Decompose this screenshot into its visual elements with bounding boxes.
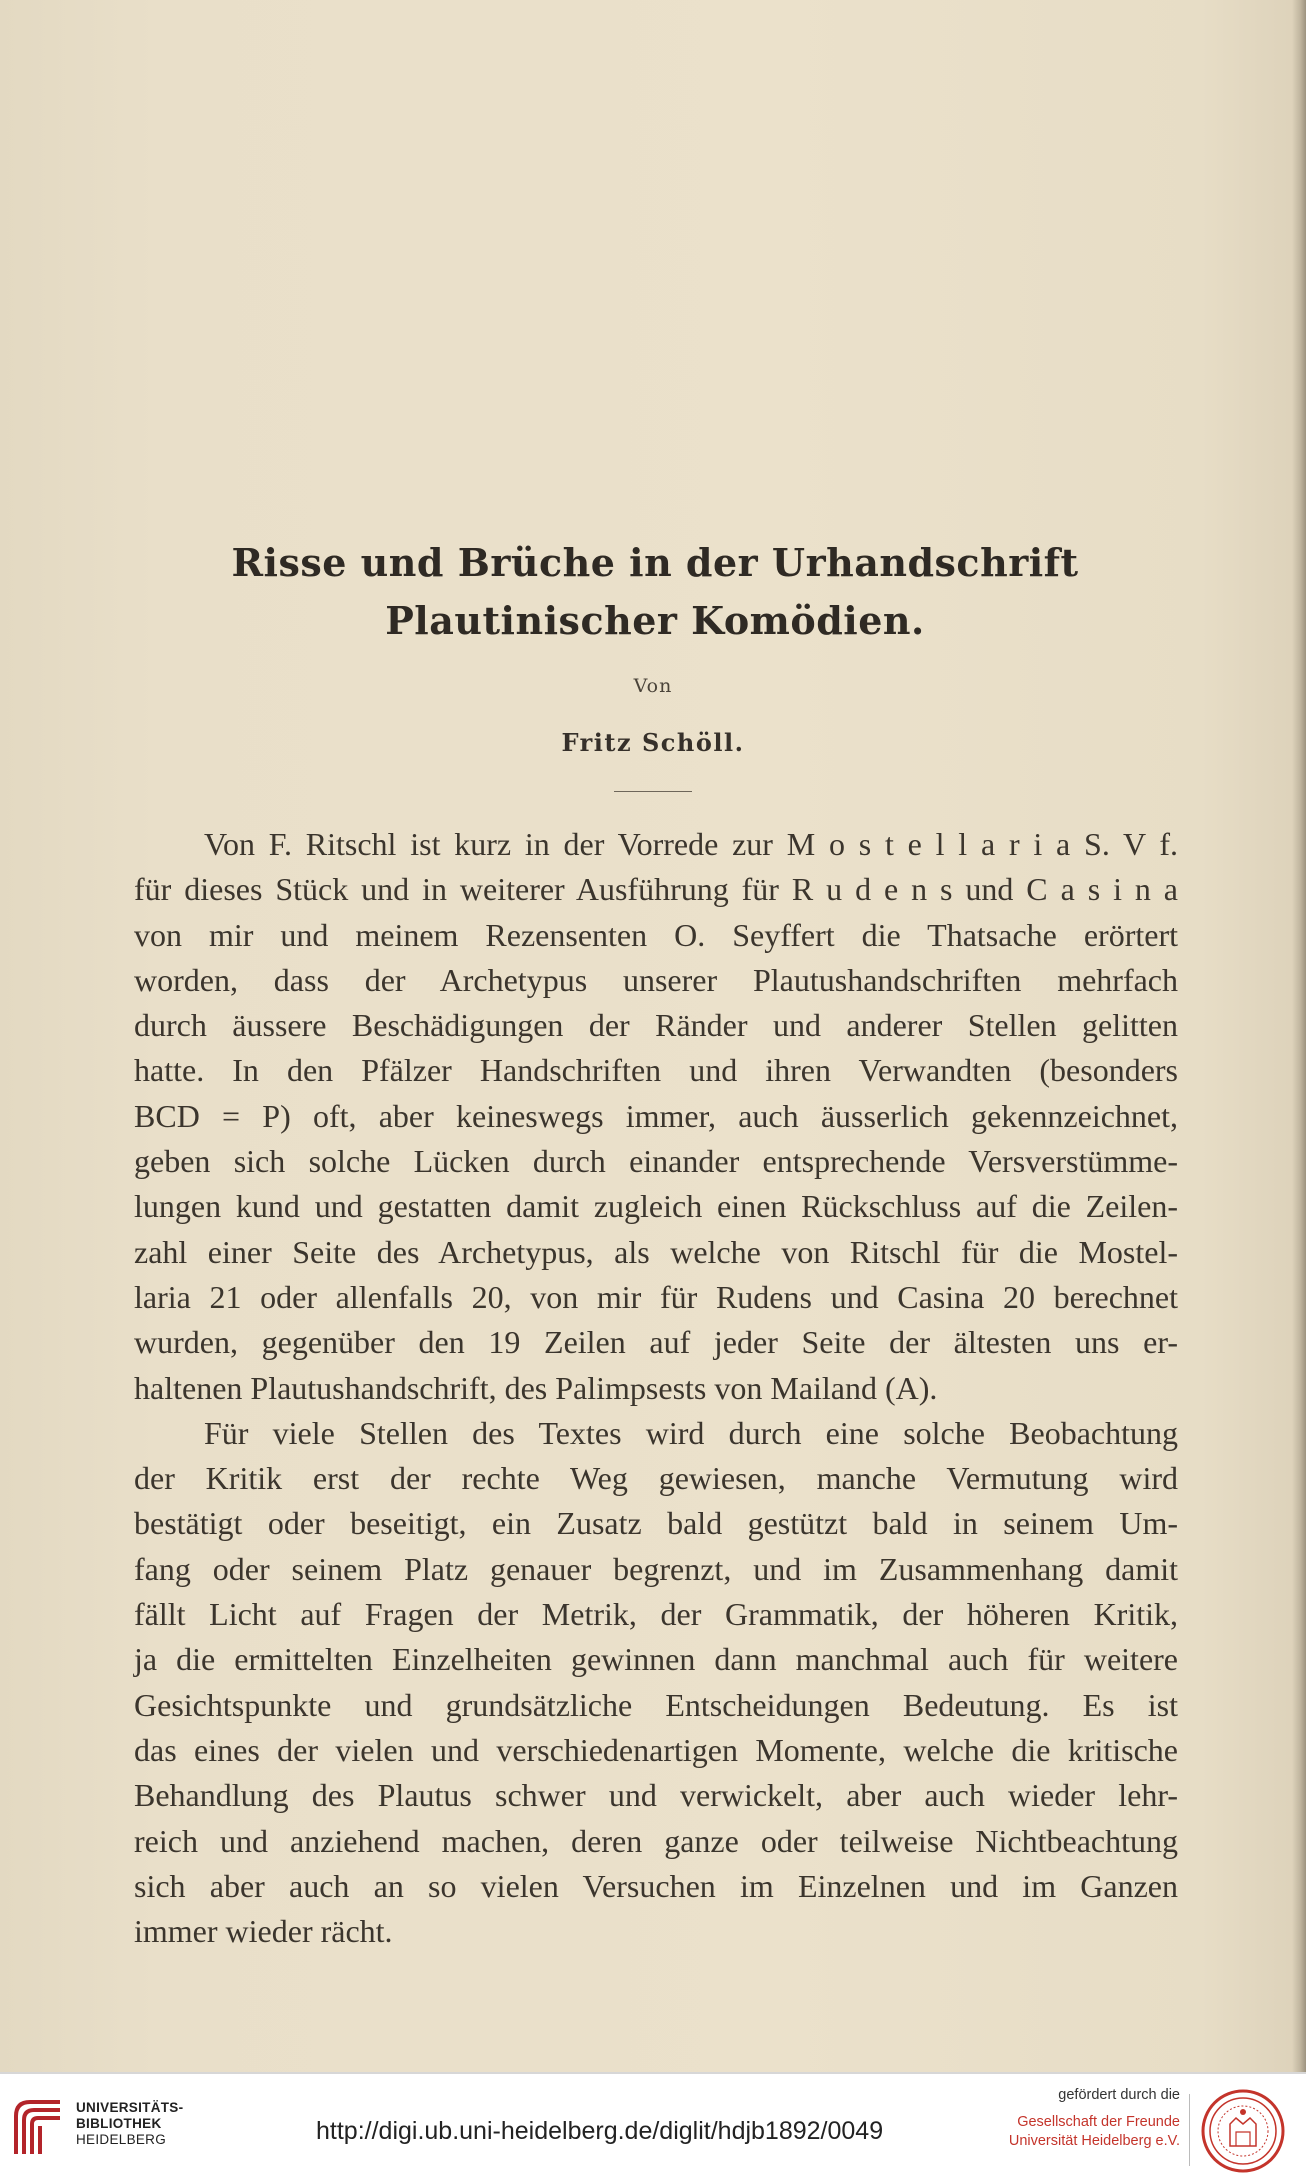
text-line: Gesichtspunkte und grundsätzliche Entscheidungen Bedeutung. Es ist [134,1686,1178,1723]
sponsor-org-line-2: Universität Heidelberg e.V. [1008,2133,1180,2149]
footer-divider [0,2072,1306,2074]
text-line: laria 21 oder allenfalls 20, von mir für Rudens und Casina 20 berechnet [134,1278,1178,1315]
library-name-line-1: UNIVERSITÄTS- [76,2100,184,2115]
page-edge-shadow [1292,0,1306,2072]
sponsor-org-line-1: Gesellschaft der Freunde [1017,2114,1180,2130]
title-divider [614,791,692,792]
text-line: zahl einer Seite des Archetypus, als welche von Ritschl für die Mostel- [134,1233,1178,1270]
university-seal-icon [1200,2088,1286,2174]
text-line: hatte. In den Pfälzer Handschriften und ihren Verwandten (besonders [134,1052,1178,1089]
byline-label: Von [633,675,673,697]
text-line: das eines der vielen und verschiedenartigen Momente, welche die kritische [134,1731,1178,1768]
text-line: BCD = P) oft, aber keineswegs immer, auch äusserlich gekennzeichnet, [134,1097,1178,1134]
text-line: wurden, gegenüber den 19 Zeilen auf jeder Seite der ältesten uns er- [134,1324,1178,1361]
text-line: Behandlung des Plautus schwer und verwickelt, aber auch wieder lehr- [134,1777,1178,1814]
text-line: worden, dass der Archetypus unserer Plautushandschriften mehrfach [134,961,1178,998]
text-line: haltenen Plautushandschrift, des Palimpsests von Mailand (A). [134,1369,938,1406]
text-line: fang oder seinem Platz genauer begrenzt, und im Zusammenhang damit [134,1550,1178,1587]
sponsor-divider [1189,2094,1190,2166]
sponsor-lead: gefördert durch die [1058,2087,1180,2103]
text-line: der Kritik erst der rechte Weg gewiesen, manche Vermutung wird [134,1460,1178,1497]
text-line: lungen kund und gestatten damit zugleich einen Rückschluss auf die Zeilen- [134,1188,1178,1225]
article-title [120,534,1190,650]
text-line: fällt Licht auf Fragen der Metrik, der Grammatik, der höheren Kritik, [134,1596,1178,1633]
text-line: bestätigt oder beseitigt, ein Zusatz bald gestützt bald in seinem Um- [134,1505,1178,1542]
text-line: geben sich solche Lücken durch einander entsprechende Versverstümme- [134,1143,1178,1180]
text-line: für dieses Stück und in weiterer Ausführung für R u d e n s und C a s i n a [134,871,1178,908]
author-name: Fritz Schöll. [561,728,745,757]
title-line-1: Risse und Brüche in der Urhandschrift [231,540,1079,585]
permalink-url[interactable]: http://digi.ub.uni-heidelberg.de/diglit/hdjb1892/0049 [316,2117,884,2145]
ub-heidelberg-logo-icon[interactable] [10,2096,66,2158]
title-line-2: Plautinischer Komödien. [385,598,925,643]
text-line: Für viele Stellen des Textes wird durch eine solche Beobachtung [204,1414,1178,1451]
text-line: reich und anziehend machen, deren ganze oder teilweise Nichtbeachtung [134,1822,1178,1859]
library-name-line-3: HEIDELBERG [76,2132,167,2147]
paragraph-2 [134,1411,1178,1955]
text-line: immer wieder rächt. [134,1913,393,1950]
text-line: durch äussere Beschädigungen der Ränder und anderer Stellen gelitten [134,1007,1178,1044]
text-line: Von F. Ritschl ist kurz in der Vorrede zur M o s t e l l a r i a S. V f. [204,826,1178,862]
library-name-line-2: BIBLIOTHEK [76,2116,162,2131]
library-name[interactable] [76,2100,183,2148]
article-body [134,822,1178,1954]
sponsor-credit[interactable] [1004,2086,1180,2151]
text-line: von mir und meinem Rezensenten O. Seyffert die Thatsache erörtert [134,916,1178,953]
viewer-footer [0,2072,1306,2174]
text-line: ja die ermittelten Einzelheiten gewinnen dann manchmal auch für weitere [134,1641,1178,1678]
paragraph-1 [134,822,1178,1411]
text-line: sich aber auch an so vielen Versuchen im Einzelnen und im Ganzen [134,1867,1178,1904]
